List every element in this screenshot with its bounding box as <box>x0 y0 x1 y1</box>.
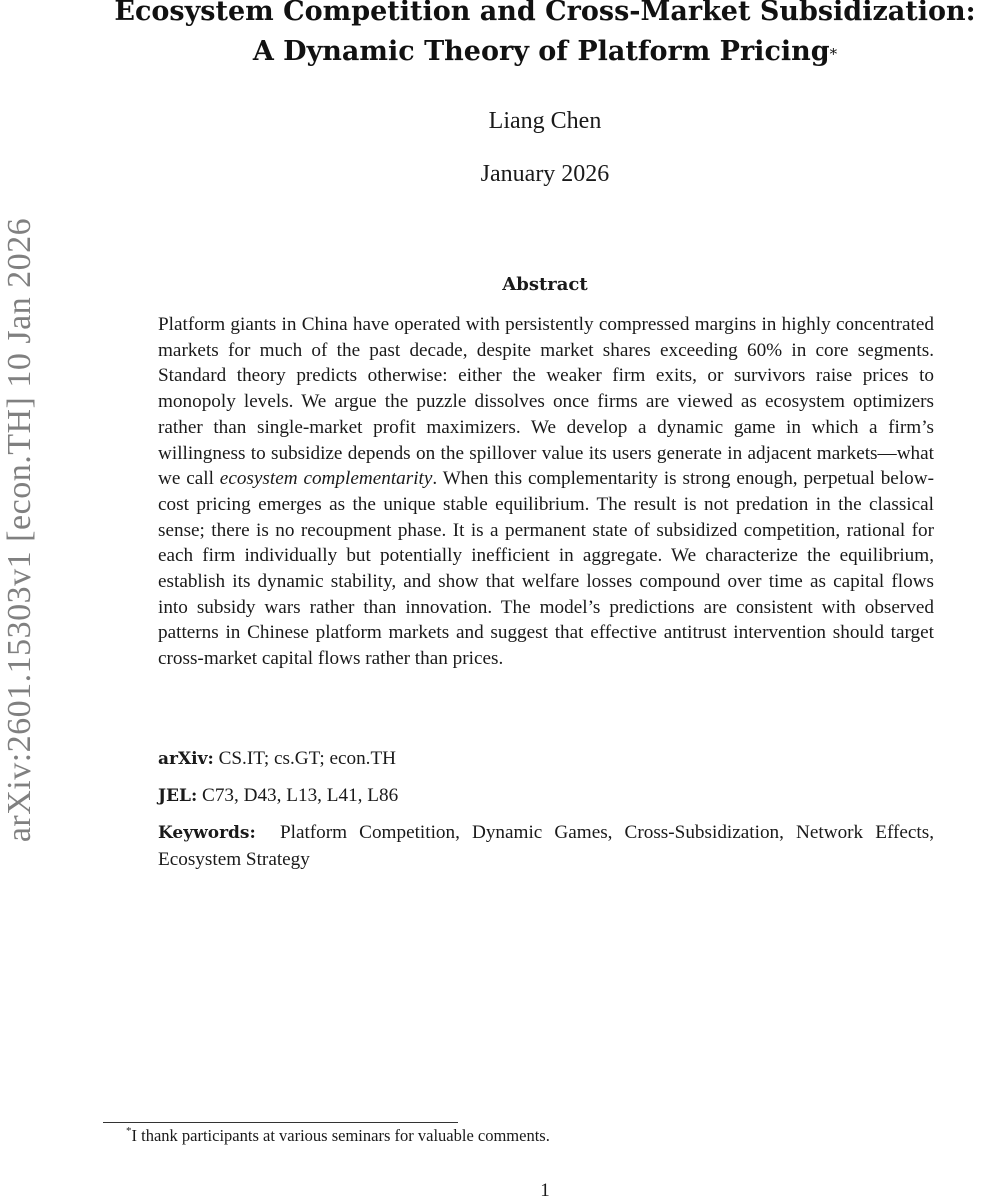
keywords <box>158 820 934 872</box>
arxiv-value: CS.IT; cs.GT; econ.TH <box>218 748 397 769</box>
title-line-1: Ecosystem Competition and Cross-Market Subsidization: <box>114 0 976 27</box>
abstract-text-part-1: Platform giants in China have operated with persistently compressed margins in highly concentrated markets for much of the past decade, despite market shares exceeding 60% in core segments. Standard theory predicts otherwise: either the weaker firm exits, or survivors raise prices to monopoly levels. We argue the puzzle dissolves once firms are viewed as ecosystem optimizers rather than single-market profit maximizers. We develop a dynamic game in which a firm’s willingness to subsidize depends on the spillover value its users generate in adjacent markets—what we call <box>158 314 934 490</box>
title-line-2: A Dynamic Theory of Platform Pricing <box>252 36 830 67</box>
keywords-value: Platform Competition, Dynamic Games, Cross-Subsidization, Network Effects, Ecosystem Strategy <box>158 822 935 870</box>
author-name: Liang Chen <box>488 108 602 134</box>
footnote <box>126 1126 550 1146</box>
arxiv-categories <box>158 746 934 773</box>
abstract-heading: Abstract <box>502 274 588 295</box>
footnote-text: I thank participants at various seminars for valuable comments. <box>131 1126 550 1145</box>
abstract-emphasis: ecosystem complementarity <box>219 468 433 490</box>
footnote-mark: * <box>126 1125 132 1137</box>
jel-label: JEL: <box>158 786 198 806</box>
abstract-text-part-2: . When this complementarity is strong enough, perpetual below-cost pricing emerges as the unique stable equilibrium. The result is not predation in the classical sense; there is no recoupment phase. It is a permanent state of subsidized competition, rational for each firm individually but potentially inefficient in aggregate. We characterize the equilibrium, establish its dynamic stability, and show that welfare losses compound over time as capital flows into subsidy wars rather than innovation. The model’s predictions are consistent with observed patterns in Chinese platform markets and suggest that effective antitrust intervention should target cross-market capital flows rather than prices. <box>158 468 934 670</box>
arxiv-side-stamp <box>0 0 40 1200</box>
jel-codes <box>158 783 934 810</box>
publication-date: January 2026 <box>480 161 610 187</box>
title-footnote-mark: * <box>829 45 838 63</box>
page-number: 1 <box>540 1180 550 1201</box>
footnote-divider <box>103 1122 458 1123</box>
jel-value: C73, D43, L13, L41, L86 <box>202 785 399 806</box>
arxiv-label: arXiv: <box>158 749 214 769</box>
abstract-text <box>158 312 934 672</box>
keywords-label: Keywords: <box>158 823 256 843</box>
paper-title <box>100 0 985 72</box>
arxiv-stamp-text: arXiv:2601.15303v1 [econ.TH] 10 Jan 2026 <box>1 217 38 843</box>
